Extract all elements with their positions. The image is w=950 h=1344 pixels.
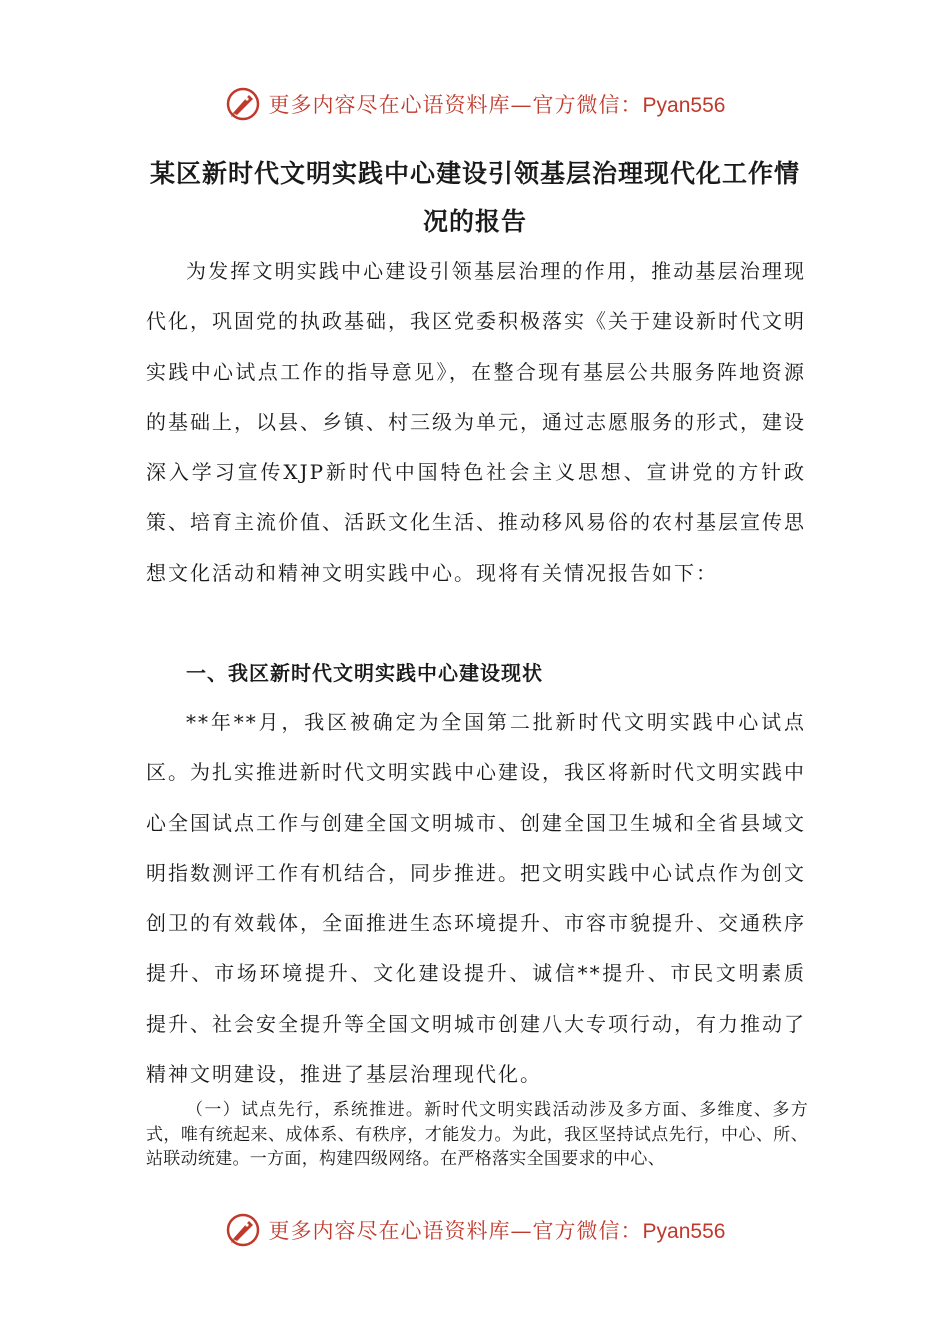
header-banner <box>0 84 950 124</box>
banner-text <box>269 89 726 119</box>
pen-nib-logo-icon <box>225 86 261 122</box>
wechat-id: Pyan556 <box>642 1220 726 1243</box>
document-title: 某区新时代文明实践中心建设引领基层治理现代化工作情况的报告 <box>149 159 800 236</box>
banner-label: 更多内容尽在心语资料库—官方微信： <box>268 93 643 117</box>
intro-paragraph: 为发挥文明实践中心建设引领基层治理的作用，推动基层治理现代化，巩固党的执政基础，我区党委积极落实《关于建设新时代文明实践中心试点工作的指导意见》，在整合现有基层公共服务阵地资源的基础上，以县、乡镇、村三级为单元，通过志愿服务的形式，建设深入学习宣传XJP新时代中国特色社会主义思想、宣讲党的方针政策、培育主流价值、活跃文化生活、推动移风易俗的农村基层宣传思想文化活动和精神文明实践中心。现将有关情况报告如下： <box>146 259 806 585</box>
wechat-id: Pyan556 <box>642 94 726 117</box>
banner-text <box>269 1215 726 1245</box>
section-heading: 一、我区新时代文明实践中心建设现状 <box>186 661 543 685</box>
footer-banner <box>0 1210 950 1250</box>
banner-label: 更多内容尽在心语资料库—官方微信： <box>268 1219 643 1243</box>
subsection-paragraph: （一）试点先行，系统推进。新时代文明实践活动涉及多方面、多维度、多方式，唯有统起来、成体系、有秩序，才能发力。为此，我区坚持试点先行，中心、所、站联动统建。一方面，构建四级网络。在严格落实全国要求的中心、 <box>146 1100 808 1169</box>
section-paragraph: **年**月，我区被确定为全国第二批新时代文明实践中心试点区。为扎实推进新时代文明实践中心建设，我区将新时代文明实践中心全国试点工作与创建全国文明城市、创建全国卫生城和全省县域文明指数测评工作有机结合，同步推进。把文明实践中心试点作为创文创卫的有效载体，全面推进生态环境提升、市容市貌提升、交通秩序提升、市场环境提升、文化建设提升、诚信**提升、市民文明素质提升、社会安全提升等全国文明城市创建八大专项行动，有力推动了精神文明建设，推进了基层治理现代化。 <box>146 710 806 1087</box>
pen-nib-logo-icon <box>225 1212 261 1248</box>
